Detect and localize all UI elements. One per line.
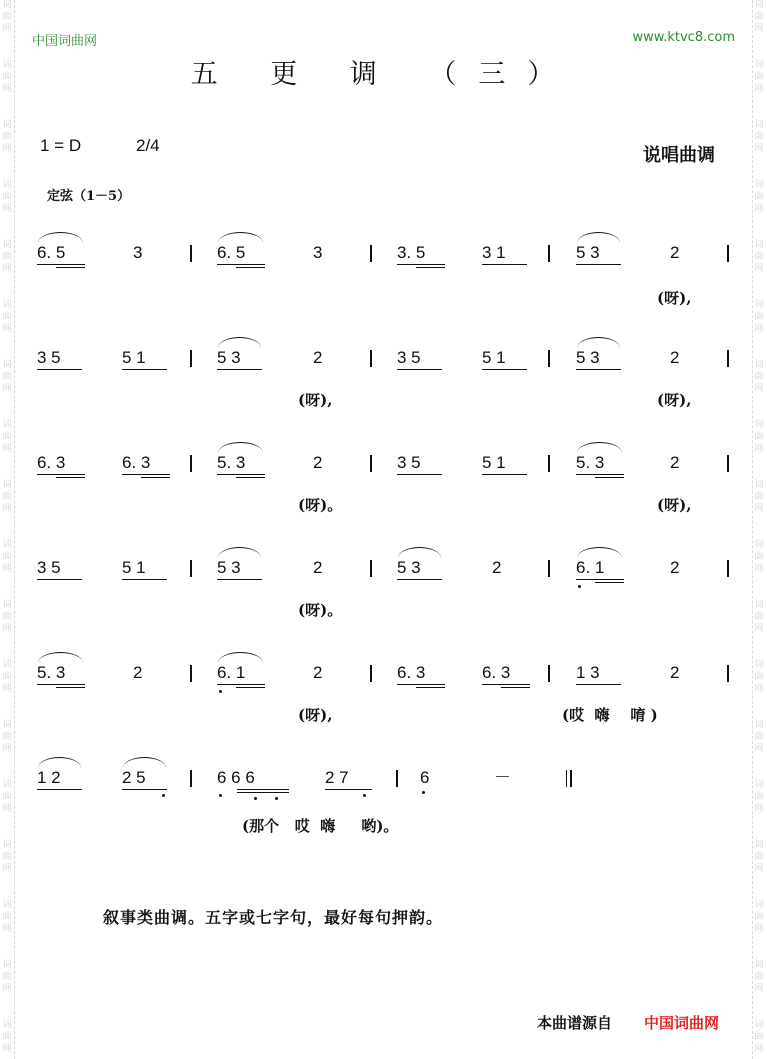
watermark-glyph: 曲 (754, 252, 764, 262)
watermark-glyph: 曲 (754, 432, 764, 442)
note-group: 2 (313, 663, 323, 682)
watermark-glyph: 网 (2, 204, 12, 214)
watermark-glyph: 词 (754, 420, 764, 430)
watermark-glyph: 词 (2, 600, 12, 610)
lyric: (呀), (657, 391, 692, 409)
note-group: 2 (670, 558, 680, 577)
underline (482, 684, 530, 685)
low-octave-dot (162, 794, 165, 797)
underline (217, 474, 265, 475)
watermark-glyph: 词 (2, 960, 12, 970)
barline (190, 560, 192, 577)
watermark-glyph: 曲 (2, 792, 12, 802)
note-group: 2 (670, 243, 680, 262)
underline (122, 789, 167, 790)
watermark-glyph: 网 (754, 264, 764, 274)
slur (218, 652, 263, 663)
watermark-glyph: 词 (754, 180, 764, 190)
barline (370, 560, 372, 577)
barline (548, 350, 550, 367)
note-group: 5 1 (482, 453, 506, 472)
watermark-glyph: 词 (2, 300, 12, 310)
barline (190, 350, 192, 367)
tuning-note: 定弦（1－5） (47, 189, 131, 204)
watermark-glyph: 网 (2, 324, 12, 334)
low-octave-dot (275, 797, 278, 800)
underline (595, 582, 624, 583)
underline (37, 264, 85, 265)
note-group: 6 (420, 768, 430, 787)
song-title: 五 更 调 （三） (190, 59, 577, 90)
watermark-glyph: 网 (2, 624, 12, 634)
watermark-glyph: 网 (2, 804, 12, 814)
source-label: 本曲谱源自 (537, 1014, 613, 1032)
watermark-glyph: 网 (2, 744, 12, 754)
watermark-glyph: 词 (2, 480, 12, 490)
watermark-glyph: 曲 (2, 312, 12, 322)
watermark-glyph: 曲 (2, 12, 12, 22)
slur (577, 337, 620, 348)
watermark-glyph: 词 (754, 60, 764, 70)
note-group: 1 2 (37, 768, 61, 787)
underline (236, 477, 265, 478)
watermark-glyph: 词 (2, 540, 12, 550)
watermark-glyph: 网 (754, 684, 764, 694)
watermark-glyph: 网 (754, 564, 764, 574)
slur (218, 232, 263, 243)
note-group: 5 3 (576, 348, 600, 367)
underline (576, 264, 621, 265)
barline (396, 770, 398, 787)
watermark-glyph: 网 (2, 144, 12, 154)
slur (577, 442, 622, 453)
watermark-glyph: 曲 (2, 1032, 12, 1042)
barline (548, 560, 550, 577)
watermark-glyph: 词 (2, 360, 12, 370)
note-group: 5 3 (217, 348, 241, 367)
watermark-glyph: 词 (2, 120, 12, 130)
watermark-glyph: 网 (754, 444, 764, 454)
watermark-glyph: 曲 (2, 252, 12, 262)
underline (122, 474, 170, 475)
low-octave-dot (254, 797, 257, 800)
underline (37, 579, 82, 580)
underline (576, 369, 621, 370)
slur (218, 442, 263, 453)
watermark-glyph: 词 (2, 60, 12, 70)
underline (482, 474, 527, 475)
watermark-glyph: 曲 (754, 132, 764, 142)
watermark-glyph: 网 (754, 24, 764, 34)
low-octave-dot (219, 794, 222, 797)
watermark-glyph: 词 (2, 420, 12, 430)
watermark-glyph: 网 (2, 384, 12, 394)
watermark-glyph: 曲 (754, 192, 764, 202)
barline (370, 665, 372, 682)
slur (123, 757, 166, 768)
underline (122, 579, 167, 580)
watermark-glyph: 词 (754, 780, 764, 790)
watermark-glyph: 曲 (754, 552, 764, 562)
note-group: 5 3 (217, 558, 241, 577)
watermark-glyph: 曲 (2, 72, 12, 82)
footnote-text: 叙事类曲调。五字或七字句，最好每句押韵。 (103, 908, 444, 927)
note-group: 3 1 (482, 243, 506, 262)
note-group: 5 1 (122, 348, 146, 367)
watermark-glyph: 曲 (2, 552, 12, 562)
watermark-glyph: 网 (754, 924, 764, 934)
barline (727, 245, 729, 262)
slur (218, 547, 261, 558)
note-group: 6. 3 (397, 663, 426, 682)
watermark-glyph: 网 (754, 804, 764, 814)
watermark-glyph: 词 (754, 360, 764, 370)
watermark-glyph: 词 (2, 180, 12, 190)
note-group: 6. 5 (217, 243, 246, 262)
note-group: 5 1 (122, 558, 146, 577)
underline (397, 264, 445, 265)
low-octave-dot (363, 794, 366, 797)
watermark-glyph: 曲 (2, 852, 12, 862)
note-group: 3 5 (37, 348, 61, 367)
watermark-glyph: 词 (754, 120, 764, 130)
lyric: (那个 哎 嗨 哟)。 (242, 817, 399, 835)
watermark-glyph: 曲 (754, 1032, 764, 1042)
watermark-glyph: 曲 (754, 672, 764, 682)
note-group: 6. 3 (482, 663, 511, 682)
genre-label: 说唱曲调 (643, 145, 715, 166)
barline (190, 455, 192, 472)
barline (727, 665, 729, 682)
watermark-glyph: 词 (2, 660, 12, 670)
key-signature: 1 = D (40, 136, 82, 155)
watermark-glyph: 网 (754, 984, 764, 994)
watermark-glyph: 词 (754, 1020, 764, 1030)
site-name-header[interactable]: 中国词曲网 (32, 34, 98, 49)
watermark-glyph: 网 (2, 924, 12, 934)
barline (370, 455, 372, 472)
underline (501, 687, 530, 688)
watermark-glyph: 词 (754, 540, 764, 550)
watermark-glyph: 曲 (2, 372, 12, 382)
watermark-glyph: 词 (754, 480, 764, 490)
watermark-glyph: 词 (754, 840, 764, 850)
note-group: 2 (313, 453, 323, 472)
underline (141, 477, 170, 478)
note-group: 5. 3 (37, 663, 66, 682)
watermark-glyph: 曲 (2, 192, 12, 202)
lyric: (哎 嗨 唷 ) (562, 706, 658, 724)
underline (56, 267, 85, 268)
watermark-glyph: 曲 (754, 312, 764, 322)
watermark-glyph: 曲 (754, 852, 764, 862)
slur (577, 547, 622, 558)
underline (576, 474, 624, 475)
note-group: 6. 5 (37, 243, 66, 262)
watermark-glyph: 词 (2, 240, 12, 250)
watermark-glyph: 词 (2, 1020, 12, 1030)
underline (217, 264, 265, 265)
watermark-glyph: 网 (754, 744, 764, 754)
note-group: 6. 1 (576, 558, 605, 577)
underline (416, 687, 445, 688)
note-group: 2 (670, 453, 680, 472)
watermark-glyph: 网 (2, 24, 12, 34)
barline (727, 350, 729, 367)
underline (56, 687, 85, 688)
underline (37, 369, 82, 370)
barline (190, 770, 192, 787)
watermark-glyph: 词 (2, 840, 12, 850)
note-group: 2 7 (325, 768, 349, 787)
slur (398, 547, 441, 558)
underline (482, 369, 527, 370)
underline (576, 684, 621, 685)
watermark-glyph: 曲 (754, 972, 764, 982)
watermark-glyph: 曲 (2, 492, 12, 502)
underline (217, 684, 265, 685)
watermark-glyph: 词 (754, 300, 764, 310)
watermark-glyph: 词 (754, 600, 764, 610)
note-group: 1 3 (576, 663, 600, 682)
lyric: (呀)。 (298, 496, 343, 514)
watermark-glyph: 网 (754, 324, 764, 334)
watermark-glyph: 曲 (754, 492, 764, 502)
note-group: 3. 5 (397, 243, 426, 262)
note-group: 3 5 (37, 558, 61, 577)
underline (576, 579, 624, 580)
underline (37, 789, 82, 790)
lyric: (呀), (657, 289, 692, 307)
slur (218, 337, 261, 348)
watermark-glyph: 网 (2, 564, 12, 574)
low-octave-dot (422, 791, 425, 794)
note-group: 2 5 (122, 768, 146, 787)
watermark-glyph: 网 (2, 864, 12, 874)
watermark-glyph: 曲 (754, 732, 764, 742)
time-signature: 2/4 (136, 136, 160, 155)
watermark-glyph: 曲 (2, 972, 12, 982)
note-group: 3 (313, 243, 323, 262)
watermark-glyph: 曲 (754, 612, 764, 622)
watermark-glyph: 网 (2, 264, 12, 274)
source-site-link[interactable]: 中国词曲网 (644, 1014, 720, 1032)
watermark-glyph: 网 (754, 504, 764, 514)
underline (237, 789, 289, 790)
note-group: 3 5 (397, 348, 421, 367)
watermark-glyph: 网 (754, 384, 764, 394)
note-group: 6. 3 (122, 453, 151, 472)
underline (397, 474, 442, 475)
underline (482, 264, 527, 265)
watermark-glyph: 网 (2, 504, 12, 514)
note-group: 5 3 (576, 243, 600, 262)
barline (190, 665, 192, 682)
note-group: 2 (313, 558, 323, 577)
underline (237, 792, 289, 793)
watermark-glyph: 曲 (754, 912, 764, 922)
underline (236, 687, 265, 688)
note-group: 6. 3 (37, 453, 66, 472)
lyric: (呀), (298, 706, 333, 724)
watermark-glyph: 词 (754, 960, 764, 970)
note-group: 5. 3 (576, 453, 605, 472)
underline (397, 684, 445, 685)
barline (548, 665, 550, 682)
barline (190, 245, 192, 262)
barline (548, 245, 550, 262)
slur (38, 757, 81, 768)
underline (122, 369, 167, 370)
note-group: 6. 1 (217, 663, 246, 682)
watermark-glyph: 词 (754, 660, 764, 670)
watermark-glyph: 词 (2, 720, 12, 730)
watermark-glyph: 曲 (2, 432, 12, 442)
slur (38, 232, 83, 243)
watermark-glyph: 网 (754, 624, 764, 634)
site-url-header[interactable]: www.ktvc8.com (632, 30, 735, 45)
note-group: 6 6 6 (217, 768, 255, 787)
watermark-glyph: 网 (754, 1044, 764, 1054)
watermark-glyph: 词 (754, 240, 764, 250)
watermark-glyph: 曲 (2, 612, 12, 622)
note-group: 3 (133, 243, 143, 262)
underline (397, 579, 442, 580)
watermark-glyph: 词 (2, 780, 12, 790)
watermark-glyph: 网 (2, 84, 12, 94)
note-group: 3 5 (397, 453, 421, 472)
final-barline (566, 770, 572, 787)
note-group: 2 (670, 348, 680, 367)
underline (236, 267, 265, 268)
note-group: 2 (133, 663, 143, 682)
slur (577, 232, 620, 243)
lyric: (呀), (657, 496, 692, 514)
watermark-glyph: 词 (754, 900, 764, 910)
watermark-glyph: 网 (2, 984, 12, 994)
note-group: 2 (670, 663, 680, 682)
barline (370, 245, 372, 262)
watermark-glyph: 网 (754, 204, 764, 214)
note-group: 2 (492, 558, 502, 577)
underline (325, 789, 372, 790)
underline (416, 267, 445, 268)
watermark-glyph: 曲 (2, 132, 12, 142)
barline (370, 350, 372, 367)
lyric: (呀)。 (298, 601, 343, 619)
note-group: 5. 3 (217, 453, 246, 472)
underline (37, 474, 85, 475)
underline (595, 477, 624, 478)
watermark-glyph: 词 (2, 0, 12, 10)
low-octave-dot (578, 585, 581, 588)
watermark-glyph: 曲 (2, 672, 12, 682)
watermark-glyph: 网 (754, 84, 764, 94)
underline (397, 369, 442, 370)
underline (37, 684, 85, 685)
note-group: 2 (313, 348, 323, 367)
slur (38, 652, 83, 663)
watermark-glyph: 词 (754, 0, 764, 10)
underline (56, 477, 85, 478)
note-group: － (494, 768, 511, 787)
watermark-glyph: 曲 (754, 72, 764, 82)
barline (727, 560, 729, 577)
watermark-glyph: 曲 (2, 732, 12, 742)
low-octave-dot (219, 690, 222, 693)
watermark-glyph: 网 (754, 144, 764, 154)
watermark-glyph: 曲 (754, 792, 764, 802)
underline (217, 369, 262, 370)
note-group: 5 1 (482, 348, 506, 367)
watermark-glyph: 网 (2, 1044, 12, 1054)
barline (727, 455, 729, 472)
watermark-glyph: 词 (2, 900, 12, 910)
watermark-glyph: 网 (2, 444, 12, 454)
watermark-glyph: 网 (2, 684, 12, 694)
watermark-glyph: 曲 (754, 372, 764, 382)
watermark-glyph: 词 (754, 720, 764, 730)
note-group: 5 3 (397, 558, 421, 577)
underline (217, 579, 262, 580)
lyric: (呀), (298, 391, 333, 409)
watermark-glyph: 曲 (754, 12, 764, 22)
watermark-glyph: 曲 (2, 912, 12, 922)
barline (548, 455, 550, 472)
watermark-glyph: 网 (754, 864, 764, 874)
